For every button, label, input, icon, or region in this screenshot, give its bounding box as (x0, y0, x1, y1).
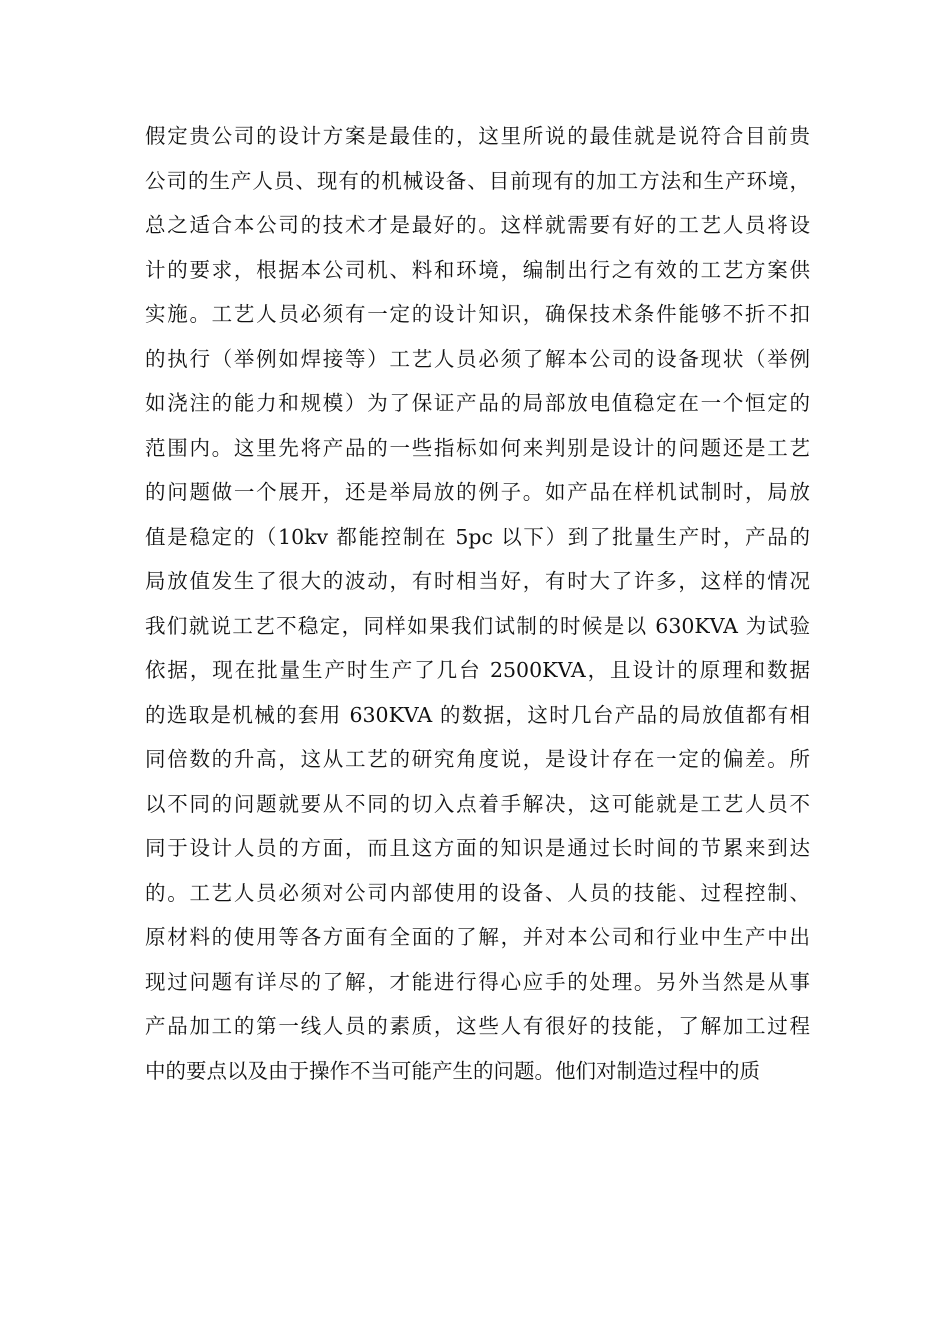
text-line: 我们就说工艺不稳定，同样如果我们试制的时候是以 630KVA 为试验 (145, 613, 810, 638)
text-line: 的选取是机械的套用 630KVA 的数据，这时几台产品的局放值都有相 (145, 702, 810, 727)
text-line: 计的要求，根据本公司机、料和环境，编制出行之有效的工艺方案供 (145, 257, 810, 282)
text-line: 公司的生产人员、现有的机械设备、目前现有的加工方法和生产环境， (145, 168, 810, 193)
text-line: 假定贵公司的设计方案是最佳的，这里所说的最佳就是说符合目前贵 (145, 124, 810, 148)
text-line: 现过问题有详尽的了解，才能进行得心应手的处理。另外当然是从事 (145, 969, 810, 994)
text-line: 的问题做一个展开，还是举局放的例子。如产品在样机试制时，局放 (145, 480, 810, 504)
text-line: 值是稳定的（10kv 都能控制在 5pc 以下）到了批量生产时，产品的 (145, 524, 810, 549)
body-paragraph (145, 114, 810, 1093)
text-line: 同倍数的升高，这从工艺的研究角度说，是设计存在一定的偏差。所 (145, 747, 810, 771)
text-line: 范围内。这里先将产品的一些指标如何来判别是设计的问题还是工艺 (145, 435, 810, 460)
text-line: 原材料的使用等各方面有全面的了解，并对本公司和行业中生产中出 (145, 925, 810, 949)
text-line: 产品加工的第一线人员的素质，这些人有很好的技能，了解加工过程 (145, 1014, 810, 1038)
text-line: 总之适合本公司的技术才是最好的。这样就需要有好的工艺人员将设 (145, 213, 810, 237)
text-line: 局放值发生了很大的波动，有时相当好，有时大了许多，这样的情况 (145, 569, 810, 593)
text-line: 以不同的问题就要从不同的切入点着手解决，这可能就是工艺人员不 (145, 791, 810, 816)
text-line: 的。工艺人员必须对公司内部使用的设备、人员的技能、过程控制、 (145, 880, 810, 905)
text-line: 中的要点以及由于操作不当可能产生的问题。他们对制造过程中的质 (145, 1058, 760, 1083)
text-line: 的执行（举例如焊接等）工艺人员必须了解本公司的设备现状（举例 (145, 346, 810, 371)
text-line: 同于设计人员的方面，而且这方面的知识是通过长时间的节累来到达 (145, 836, 810, 860)
text-line: 如浇注的能力和规模）为了保证产品的局部放电值稳定在一个恒定的 (145, 391, 810, 415)
text-line: 实施。工艺人员必须有一定的设计知识，确保技术条件能够不折不扣 (145, 302, 810, 326)
text-line: 依据，现在批量生产时生产了几台 2500KVA，且设计的原理和数据 (145, 658, 810, 682)
